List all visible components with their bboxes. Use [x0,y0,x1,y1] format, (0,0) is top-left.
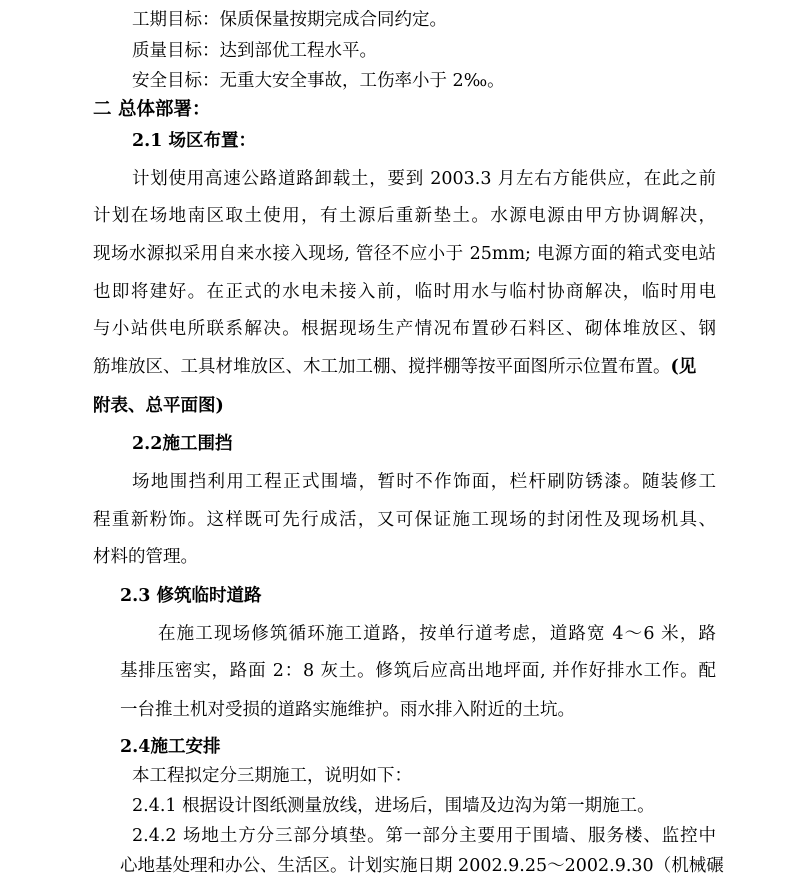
figure-reference: 附表、总平面图) [93,396,224,416]
paragraph-line: 现场水源拟采用自来水接入现场, 管径不应小于 25mm; 电源方面的箱式变电站 [93,244,716,264]
paragraph-line: 也即将建好。在正式的水电未接入前，临时用水与临村协商解决，临时用电 [93,282,716,302]
section-2-2-heading: 2.2施工围挡 [132,434,233,454]
paragraph-line: 在施工现场修筑循环施工道路，按单行道考虑，道路宽 4～6 米，路 [158,624,716,644]
paragraph-line: 计划使用高速公路道路卸载土，要到 2003.3 月左右方能供应，在此之前 [132,169,716,189]
section-2-1-heading: 2.1 场区布置： [132,131,257,151]
quality-target: 质量目标：达到部优工程水平。 [132,41,377,61]
paragraph-text: 筋堆放区、工具材堆放区、木工加工棚、搅拌棚等按平面图所示位置布置。 [93,357,671,377]
paragraph-line: 场地围挡利用工程正式围墙，暂时不作饰面，栏杆刷防锈漆。随装修工 [132,472,716,492]
paragraph-line: 2.4.1 根据设计图纸测量放线，进场后，围墙及边沟为第一期施工。 [132,796,655,816]
paragraph-line: 计划在场地南区取土使用，有土源后重新垫土。水源电源由甲方协调解决， [93,206,716,226]
paragraph-line: 程重新粉饰。这样既可先行成活，又可保证施工现场的封闭性及现场机具、 [93,510,716,530]
paragraph-line: 一台推土机对受损的道路实施维护。雨水排入附近的土坑。 [120,700,575,720]
section-2-3-heading: 2.3 修筑临时道路 [120,586,262,606]
paragraph-line: 与小站供电所联系解决。根据现场生产情况布置砂石料区、砌体堆放区、钢 [93,319,716,339]
section-2-4-heading: 2.4施工安排 [120,737,221,757]
schedule-target: 工期目标：保质保量按期完成合同约定。 [132,10,447,30]
paragraph-line [93,356,696,378]
figure-reference: (见 [670,357,697,377]
paragraph-line: 本工程拟定分三期施工，说明如下： [132,766,412,786]
paragraph-line: 2.4.2 场地土方分三部分填垫。第一部分主要用于围墙、服务楼、监控中 [132,826,716,846]
section-2-title: 二 总体部署： [93,99,211,120]
paragraph-line: 基排压密实，路面 2：8 灰土。修筑后应高出地坪面, 并作好排水工作。配 [120,661,716,681]
safety-target: 安全目标：无重大安全事故，工伤率小于 2‰。 [132,71,505,91]
paragraph-line: 心地基处理和办公、生活区。计划实施日期 2002.9.25～2002.9.30（机械碾 [120,856,724,876]
paragraph-line: 材料的管理。 [93,547,198,567]
